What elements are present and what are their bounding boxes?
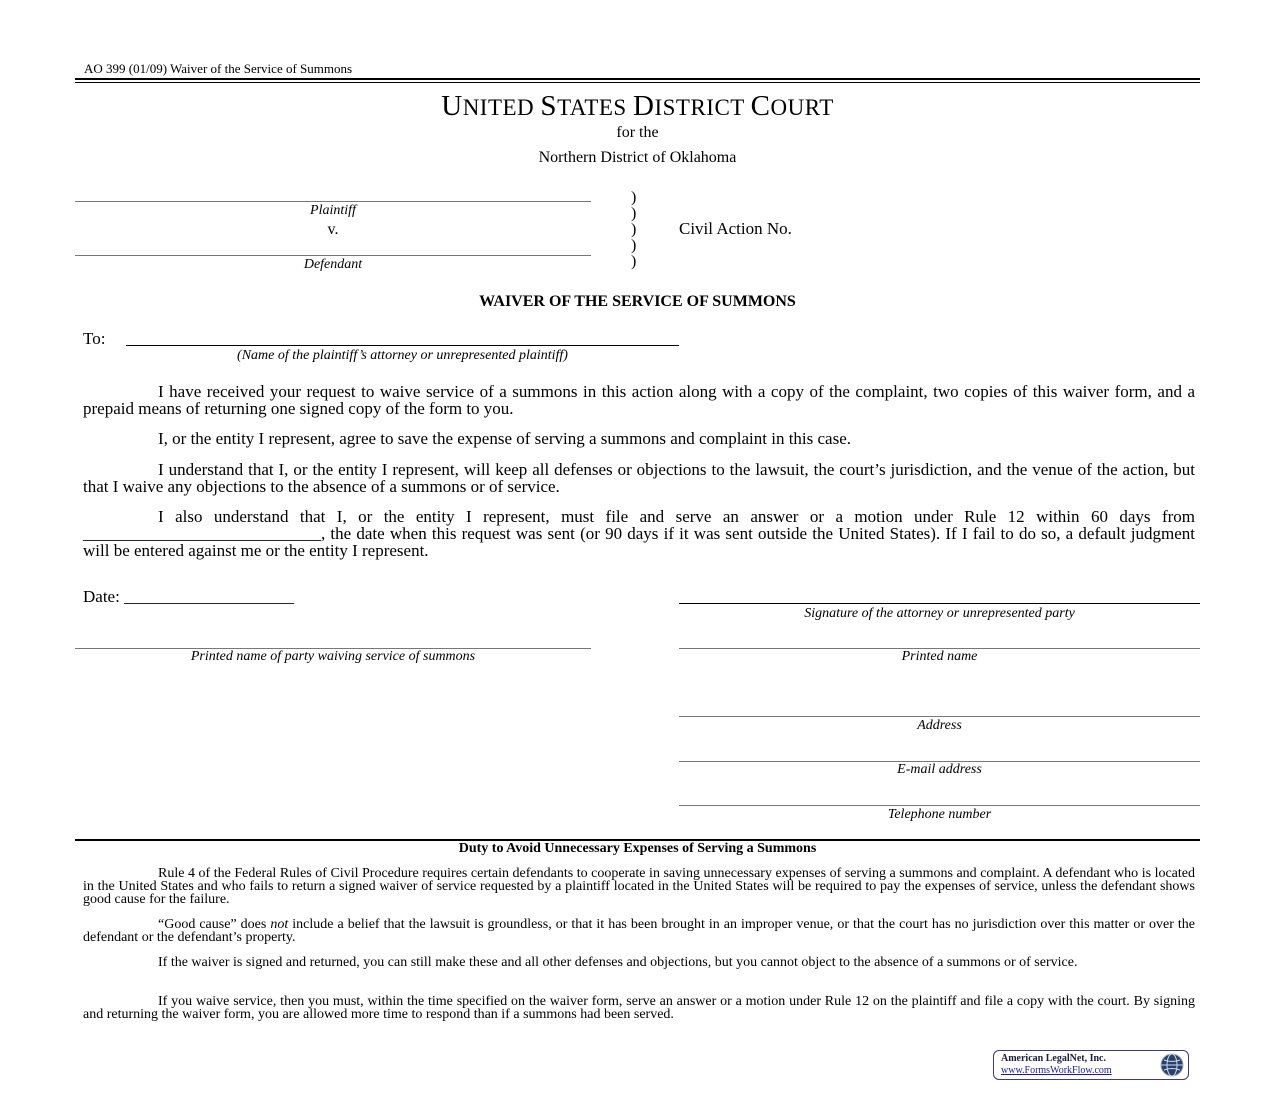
logo-link[interactable]: www.FormsWorkFlow.com [1001,1065,1112,1076]
form-id: AO 399 (01/09) Waiver of the Service of Summons [84,61,353,76]
district-name: Northern District of Oklahoma [538,149,737,166]
globe-icon [1159,1052,1185,1078]
plaintiff-label: Plaintiff [310,203,356,218]
paragraph-4: I also understand that I, or the entity I represent, must file and serve an answer or a motion under Rule 12 within 60 days from ____________________________, the date when this request was sent (or 90 days if it was sent outside the United States). If I fail to do so, a default judgment will be entered against me or the entity I represent. [83,507,1195,560]
signature-field[interactable] [679,603,1200,604]
paren: ) [631,189,637,206]
defendant-label: Defendant [303,257,363,272]
defendant-field[interactable] [75,255,591,256]
paragraph-2: I, or the entity I represent, agree to save the expense of serving a summons and complaint in this case. [158,429,852,448]
email-label: E-mail address [897,762,982,777]
paragraph-3: I understand that I, or the entity I represent, will keep all defenses or objections to the lawsuit, the court’s jurisdiction, and the venue of the action, but that I waive any objections to the absence of a summons or of service. [83,460,1195,496]
phone-field[interactable] [679,805,1200,806]
address-field[interactable] [679,716,1200,717]
paren: ) [631,237,637,254]
civil-action-label: Civil Action No. [679,219,792,238]
paragraph-1: I have received your request to waive service of a summons in this action along with a copy of the complaint, two copies of this waiver form, and a prepaid means of returning one signed copy of the form to you. [83,382,1195,418]
duty-paragraph-1: Rule 4 of the Federal Rules of Civil Procedure requires certain defendants to cooperate in saving unnecessary expenses of serving a summons and complaint. A defendant who is located in the United States and who fails to return a signed waiver of service requested by a plaintiff located in the United States will be required to pay the expenses of service, unless the defendant shows good cause for the failure. [83,866,1195,907]
court-title: UNITED STATES DISTRICT COURT [441,90,834,122]
to-caption: (Name of the plaintiff’s attorney or unrepresented plaintiff) [237,348,568,363]
top-rule [75,78,1200,80]
printed-name-label: Printed name [901,649,978,664]
paren: ) [631,205,637,222]
logo-name: American LegalNet, Inc. [1001,1053,1106,1064]
duty-paragraph-2: “Good cause” does not include a belief that the lawsuit is groundless, or that it has been brought in an improper venue, or that the court has no jurisdiction over this matter or over the defendant or the defendant’s property. [83,917,1195,945]
versus: v. [327,221,339,238]
paren: ) [631,221,637,238]
date-field[interactable]: ____________________ [124,587,295,606]
plaintiff-field[interactable] [75,201,591,202]
paren: ) [631,253,637,270]
printed-party-label: Printed name of party waiving service of summons [190,649,476,664]
date-sent-blank[interactable]: ____________________________ [83,524,321,543]
duty-paragraph-4: If you waive service, then you must, within the time specified on the waiver form, serve an answer or a motion under Rule 12 on the plaintiff and file a copy with the court. By signing and returning the waiver form, you are allowed more time to respond than if a summons had been served. [83,994,1195,1022]
to-field[interactable] [126,345,679,346]
phone-label: Telephone number [887,807,992,822]
publisher-logo[interactable] [993,1050,1189,1080]
date-label: Date: ____________________ [83,587,295,606]
signature-label: Signature of the attorney or unrepresented party [804,606,1075,621]
duty-title: Duty to Avoid Unnecessary Expenses of Serving a Summons [458,841,817,856]
for-the: for the [616,124,659,141]
to-label: To: [83,329,106,348]
waiver-title: WAIVER OF THE SERVICE OF SUMMONS [479,293,796,310]
top-rule-thin [75,82,1200,83]
address-label: Address [917,718,962,733]
duty-paragraph-3: If the waiver is signed and returned, you can still make these and all other defenses and objections, but you cannot object to the absence of a summons or of service. [158,955,1078,970]
